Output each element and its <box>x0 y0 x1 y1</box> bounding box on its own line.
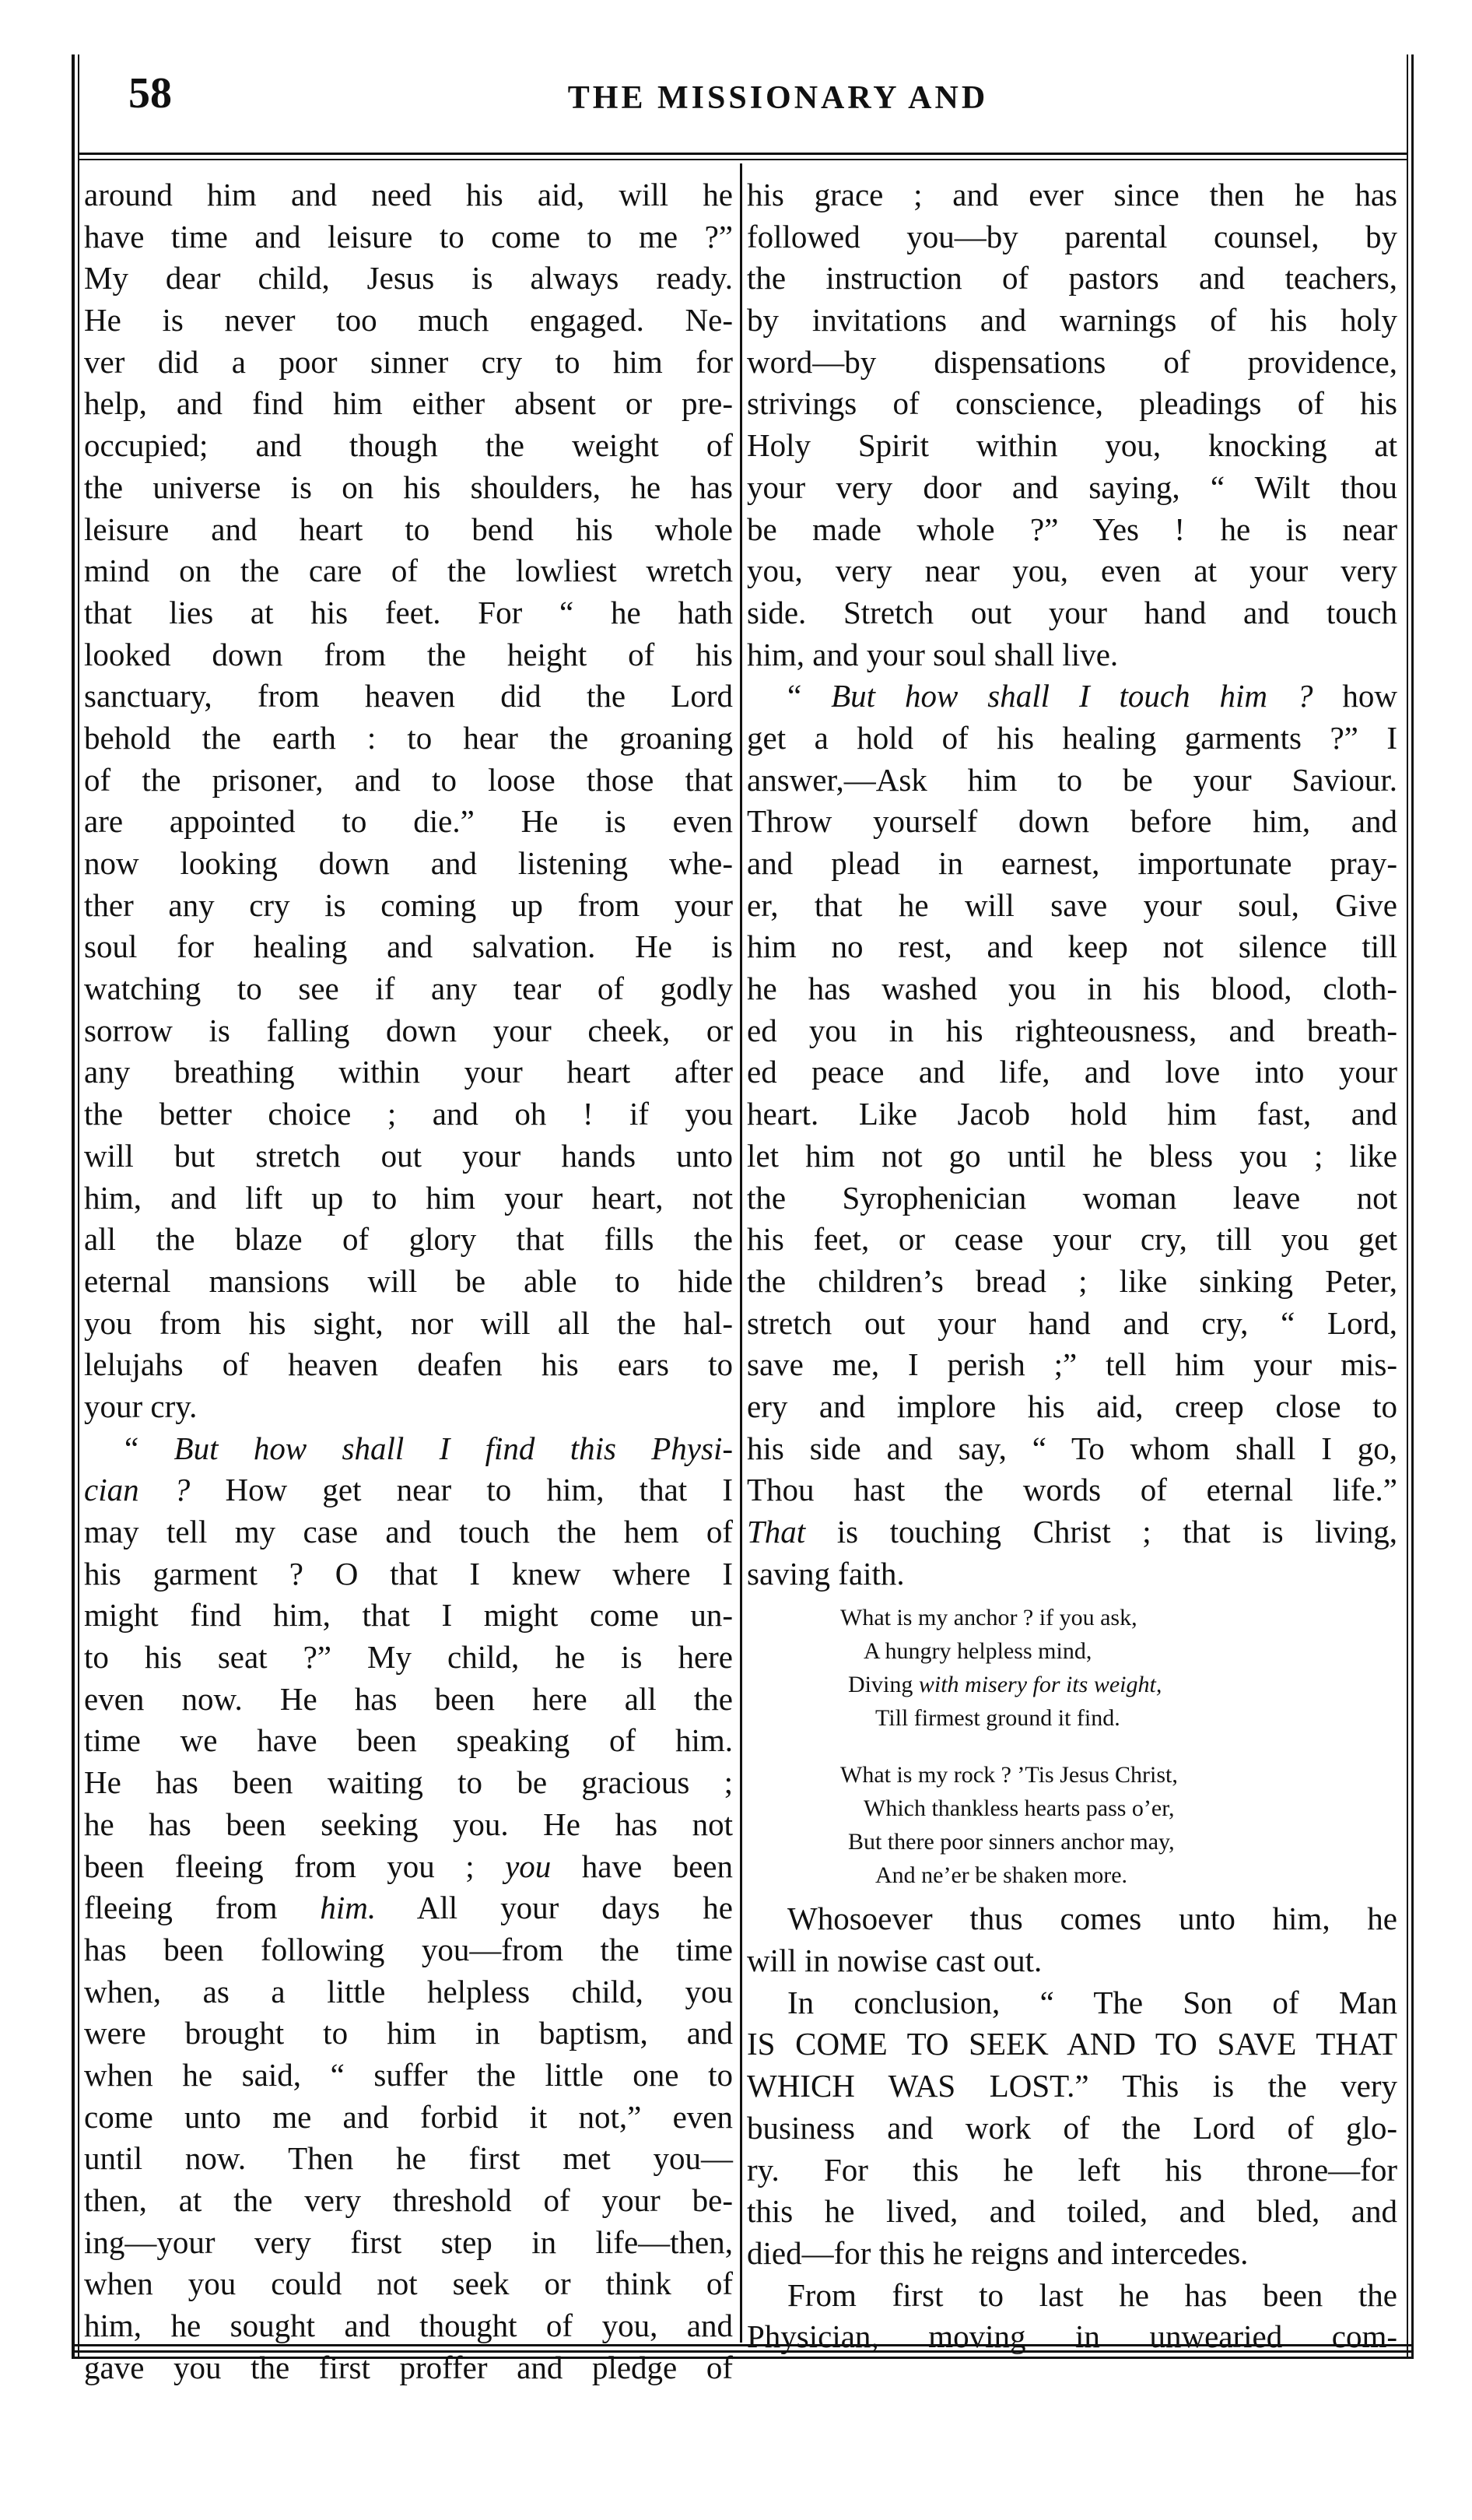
text-line <box>84 1261 733 1303</box>
text-run: answer,—Ask him to be your Saviour. <box>747 761 1397 798</box>
poem-line <box>747 1858 1397 1892</box>
poem-line <box>747 1668 1397 1701</box>
text-line <box>84 2222 733 2264</box>
text-line <box>747 342 1397 384</box>
text-run: help, and find him either absent or pre- <box>84 385 733 422</box>
text-line <box>747 1303 1397 1345</box>
text-run: even now. He has been here all the <box>84 1680 733 1717</box>
text-run: the Syrophenician woman leave not <box>747 1179 1397 1216</box>
text-run: My dear child, Jesus is always ready. <box>84 260 733 297</box>
text-line <box>747 1010 1397 1052</box>
text-run: er, that he will save your soul, Give <box>747 886 1397 923</box>
text-line <box>84 1720 733 1762</box>
text-line <box>84 1469 733 1511</box>
text-line <box>84 1386 733 1428</box>
text-run: is touching Christ ; that is living, <box>805 1514 1397 1550</box>
text-run: How get near to him, that I <box>190 1472 733 1508</box>
text-run: to his seat ?” My child, he is here <box>84 1639 733 1676</box>
text-run: when, as a little helpless child, you <box>84 1973 733 2009</box>
text-line <box>84 1762 733 1804</box>
text-line <box>84 718 733 760</box>
text-line <box>84 968 733 1010</box>
text-line <box>84 342 733 384</box>
poem-line <box>747 1792 1397 1825</box>
text-line <box>747 2191 1397 2233</box>
text-run: watching to see if any tear of godly <box>84 970 733 1007</box>
text-line <box>747 760 1397 802</box>
text-line <box>747 1219 1397 1261</box>
text-line <box>84 2180 733 2222</box>
text-run: will in nowise cast out. <box>747 1943 1043 1979</box>
text-line <box>747 425 1397 467</box>
left-column <box>84 174 733 2388</box>
text-run: been fleeing from you ; <box>84 1848 506 1884</box>
text-line <box>84 174 733 216</box>
poem-line <box>747 1825 1397 1858</box>
text-run: ing—your very first step in life—then, <box>84 2223 733 2260</box>
italic-text: But how shall I touch him ? <box>831 678 1313 714</box>
text-run: his garment ? O that I knew where I <box>84 1555 733 1592</box>
text-line <box>747 676 1397 718</box>
text-run: his feet, or cease your cry, till you get <box>747 1221 1397 1258</box>
text-line <box>747 592 1397 634</box>
text-line <box>84 1093 733 1135</box>
text-run: he has washed you in his blood, cloth- <box>747 970 1397 1007</box>
text-run: Holy Spirit within you, knocking at <box>747 427 1397 464</box>
text-line <box>84 1344 733 1386</box>
text-line <box>84 550 733 592</box>
poem-line <box>747 1634 1397 1668</box>
text-line <box>747 1553 1397 1595</box>
text-line <box>84 467 733 509</box>
text-run: occupied; and though the weight of <box>84 427 733 464</box>
text-run: he has been seeking you. He has not <box>84 1806 733 1842</box>
text-run: Thou hast the words of eternal life.” <box>747 1472 1397 1508</box>
text-run: soul for healing and salvation. He is <box>84 928 733 965</box>
text-line <box>84 1010 733 1052</box>
text-run: will but stretch out your hands unto <box>84 1137 733 1174</box>
text-run: He is never too much engaged. Ne- <box>84 302 733 339</box>
text-line <box>747 1428 1397 1470</box>
italic-text: That <box>747 1514 806 1550</box>
text-line <box>84 1051 733 1093</box>
right-column-text <box>747 174 1397 1595</box>
text-run: “ <box>124 1430 174 1466</box>
text-run: eternal mansions will be able to hide <box>84 1262 733 1299</box>
text-run: business and work of the Lord of glo- <box>747 2109 1397 2146</box>
text-line <box>747 1135 1397 1178</box>
text-run: has been following you—from the time <box>84 1931 733 1967</box>
text-run: let him not go until he bless you ; like <box>747 1137 1397 1174</box>
text-line <box>84 1804 733 1846</box>
text-run: his side and say, “ To whom shall I go, <box>747 1430 1397 1466</box>
left-border-outer <box>72 54 75 2358</box>
text-line <box>84 885 733 927</box>
text-run: all the blaze of glory that fills the <box>84 1221 733 1258</box>
text-line <box>84 760 733 802</box>
poem-line <box>747 1601 1397 1634</box>
text-run: ed you in his righteousness, and breath- <box>747 1012 1397 1048</box>
text-run: heart. Like Jacob hold him fast, and <box>747 1096 1397 1132</box>
text-run: when he said, “ suffer the little one to <box>84 2056 733 2093</box>
text-run: Physician, moving in unwearied com- <box>747 2318 1397 2355</box>
text-run: gave you the first proffer and pledge of <box>84 2349 733 2385</box>
text-run: you from his sight, nor will all the hal- <box>84 1304 733 1341</box>
text-line <box>84 425 733 467</box>
text-run: ry. For this he left his throne—for <box>747 2151 1397 2188</box>
text-run: word—by dispensations of providence, <box>747 343 1397 380</box>
text-line <box>84 216 733 258</box>
text-line <box>747 2023 1397 2065</box>
text-run: the better choice ; and oh ! if you <box>84 1096 733 1132</box>
text-line <box>747 1051 1397 1093</box>
text-run: were brought to him in baptism, and <box>84 2015 733 2051</box>
text-line <box>84 1511 733 1553</box>
text-run: Till firmest ground it find. <box>875 1705 1120 1732</box>
text-line <box>84 509 733 551</box>
text-run: the instruction of pastors and teachers, <box>747 260 1397 297</box>
text-line <box>84 1303 733 1345</box>
text-run: you, very near you, even at your very <box>747 553 1397 589</box>
text-run: Whosoever thus comes unto him, he <box>787 1901 1397 1937</box>
text-run: Diving <box>848 1672 919 1698</box>
text-run: And ne’er be shaken more. <box>875 1862 1128 1889</box>
text-run: stretch out your hand and cry, “ Lord, <box>747 1304 1397 1341</box>
text-run: may tell my case and touch the hem of <box>84 1514 733 1550</box>
text-line <box>747 300 1397 342</box>
right-border-inner <box>1407 54 1408 2358</box>
text-run: WHICH WAS LOST.” This is the very <box>747 2068 1397 2104</box>
stanza-gap <box>747 1735 1397 1758</box>
right-column-text-after-poem <box>747 1898 1397 2358</box>
text-run: All your days he <box>376 1890 733 1926</box>
text-run: followed you—by parental counsel, by <box>747 218 1397 254</box>
text-line <box>84 2305 733 2347</box>
text-run: him, and lift up to him your heart, not <box>84 1179 733 1216</box>
text-run: ver did a poor sinner cry to him for <box>84 343 733 380</box>
text-line <box>84 2055 733 2097</box>
poem-line <box>747 1701 1397 1735</box>
text-run: fleeing from <box>84 1890 321 1926</box>
text-run: the universe is on his shoulders, he has <box>84 469 733 505</box>
text-run: get a hold of his healing garments ?” I <box>747 719 1397 756</box>
text-run: lelujahs of heaven deafen his ears to <box>84 1346 733 1383</box>
text-line <box>84 1428 733 1470</box>
text-run: your very door and saying, “ Wilt thou <box>747 469 1397 505</box>
text-line <box>747 550 1397 592</box>
text-run: From first to last he has been the <box>787 2276 1397 2313</box>
text-line <box>747 718 1397 760</box>
text-line <box>84 592 733 634</box>
text-line <box>84 2347 733 2389</box>
text-line <box>747 467 1397 509</box>
text-run: In conclusion, “ The Son of Man <box>787 1984 1397 2020</box>
text-line <box>84 926 733 968</box>
text-run: this he lived, and toiled, and bled, and <box>747 2193 1397 2230</box>
text-line <box>747 843 1397 885</box>
text-run: him, and your soul shall live. <box>747 636 1119 672</box>
text-line <box>84 300 733 342</box>
text-run: Throw yourself down before him, and <box>747 803 1397 840</box>
text-line <box>747 1940 1397 1982</box>
text-run: side. Stretch out your hand and touch <box>747 594 1397 630</box>
text-line <box>84 843 733 885</box>
text-line <box>84 258 733 300</box>
text-run: Which thankless hearts pass o’er, <box>864 1795 1175 1822</box>
text-run: come unto me and forbid it not,” even <box>84 2098 733 2135</box>
text-run: then, at the very threshold of your be- <box>84 2182 733 2218</box>
text-run: strivings of conscience, pleadings of his <box>747 385 1397 422</box>
text-run: IS COME TO SEEK AND TO SAVE THAT <box>747 2026 1397 2062</box>
text-line <box>84 383 733 425</box>
text-line <box>747 258 1397 300</box>
text-run: him, he sought and thought of you, and <box>84 2308 733 2344</box>
poem <box>747 1595 1397 1898</box>
text-run: that lies at his feet. For “ he hath <box>84 594 733 630</box>
text-line <box>747 968 1397 1010</box>
text-line <box>747 2275 1397 2317</box>
text-line <box>84 1846 733 1888</box>
text-line <box>84 1178 733 1220</box>
text-line <box>747 2316 1397 2358</box>
page-number: 58 <box>128 69 172 118</box>
text-run: might find him, that I might come un- <box>84 1597 733 1634</box>
text-run: around him and need his aid, will he <box>84 177 733 212</box>
italic-text: But how shall I find this Physi- <box>173 1430 734 1466</box>
text-run: saving faith. <box>747 1555 905 1592</box>
text-line <box>747 509 1397 551</box>
text-run: What is my rock ? ’Tis Jesus Christ, <box>840 1762 1178 1788</box>
text-run: behold the earth : to hear the groaning <box>84 719 733 756</box>
text-line <box>747 2233 1397 2275</box>
text-line <box>84 1887 733 1929</box>
right-border-outer <box>1411 54 1414 2358</box>
text-line <box>747 2150 1397 2192</box>
text-run: any breathing within your heart after <box>84 1054 733 1090</box>
text-line <box>84 634 733 676</box>
text-line <box>747 1469 1397 1511</box>
header-rule-1 <box>78 153 1408 155</box>
text-run: sorrow is falling down your cheek, or <box>84 1012 733 1048</box>
text-run: leisure and heart to bend his whole <box>84 511 733 547</box>
text-run: until now. Then he first met you— <box>84 2140 733 2177</box>
text-run: save me, I perish ;” tell him your mis- <box>747 1346 1397 1383</box>
text-line <box>84 1135 733 1178</box>
poem-line <box>747 1758 1397 1792</box>
text-line <box>84 676 733 718</box>
text-line <box>84 2013 733 2055</box>
text-line <box>747 174 1397 216</box>
text-line <box>747 1386 1397 1428</box>
text-run: ed peace and life, and love into your <box>747 1054 1397 1090</box>
italic-text: you <box>505 1848 552 1884</box>
text-line <box>84 2263 733 2305</box>
text-line <box>747 2065 1397 2108</box>
text-line <box>84 1971 733 2013</box>
text-line <box>747 801 1397 843</box>
text-run: looked down from the height of his <box>84 636 733 672</box>
text-line <box>747 1261 1397 1303</box>
text-line <box>84 2097 733 2139</box>
text-run: be made whole ?” Yes ! he is near <box>747 511 1397 547</box>
header-rule-2 <box>78 159 1408 160</box>
text-run: his grace ; and ever since then he has <box>747 177 1397 212</box>
text-run: are appointed to die.” He is even <box>84 803 733 840</box>
text-run: and plead in earnest, importunate pray- <box>747 845 1397 881</box>
text-line <box>747 216 1397 258</box>
text-run: died—for this he reigns and intercedes. <box>747 2234 1249 2271</box>
text-run: how <box>1313 678 1398 714</box>
text-run: sanctuary, from heaven did the Lord <box>84 678 733 714</box>
text-run: What is my anchor ? if you ask, <box>840 1605 1137 1631</box>
text-line <box>747 1344 1397 1386</box>
text-run: now looking down and listening whe- <box>84 845 733 881</box>
text-run: have been <box>551 1848 733 1884</box>
text-line <box>84 1637 733 1679</box>
text-run: ther any cry is coming up from your <box>84 886 733 923</box>
text-run: when you could not seek or think of <box>84 2266 733 2302</box>
text-run: A hungry helpless mind, <box>864 1638 1092 1665</box>
text-run: “ <box>787 678 832 714</box>
text-line <box>84 1553 733 1595</box>
text-run: have time and leisure to come to me ?” <box>84 218 733 254</box>
text-run: But there poor sinners anchor may, <box>848 1829 1175 1855</box>
text-line <box>84 1679 733 1721</box>
text-run: mind on the care of the lowliest wretch <box>84 553 733 589</box>
column-divider <box>740 163 742 2343</box>
text-run: by invitations and warnings of his holy <box>747 302 1397 339</box>
text-line <box>84 1595 733 1637</box>
running-title: THE MISSIONARY AND <box>567 80 989 116</box>
text-run: He has been waiting to be gracious ; <box>84 1764 733 1801</box>
text-line <box>747 1511 1397 1553</box>
text-run: ery and implore his aid, creep close to <box>747 1388 1397 1424</box>
italic-text: him. <box>320 1890 377 1926</box>
text-run: him no rest, and keep not silence till <box>747 928 1397 965</box>
text-line <box>84 1929 733 1971</box>
text-run: of the prisoner, and to loose those that <box>84 761 733 798</box>
text-run: time we have been speaking of him. <box>84 1722 733 1759</box>
text-line <box>747 383 1397 425</box>
text-run: your cry. <box>84 1388 198 1424</box>
left-border-inner <box>78 54 79 2358</box>
text-run: the children’s bread ; like sinking Peter, <box>747 1262 1397 1299</box>
text-line <box>747 1982 1397 2024</box>
text-line <box>747 1898 1397 1940</box>
text-line <box>84 2138 733 2180</box>
text-line <box>747 1093 1397 1135</box>
text-line <box>84 1219 733 1261</box>
text-line <box>747 2108 1397 2150</box>
text-line <box>747 634 1397 676</box>
text-line <box>747 885 1397 927</box>
right-column <box>747 174 1397 2358</box>
text-line <box>747 926 1397 968</box>
text-line <box>84 801 733 843</box>
italic-text: cian ? <box>84 1472 191 1508</box>
text-line <box>747 1178 1397 1220</box>
italic-text: with misery for its weight, <box>918 1672 1162 1698</box>
